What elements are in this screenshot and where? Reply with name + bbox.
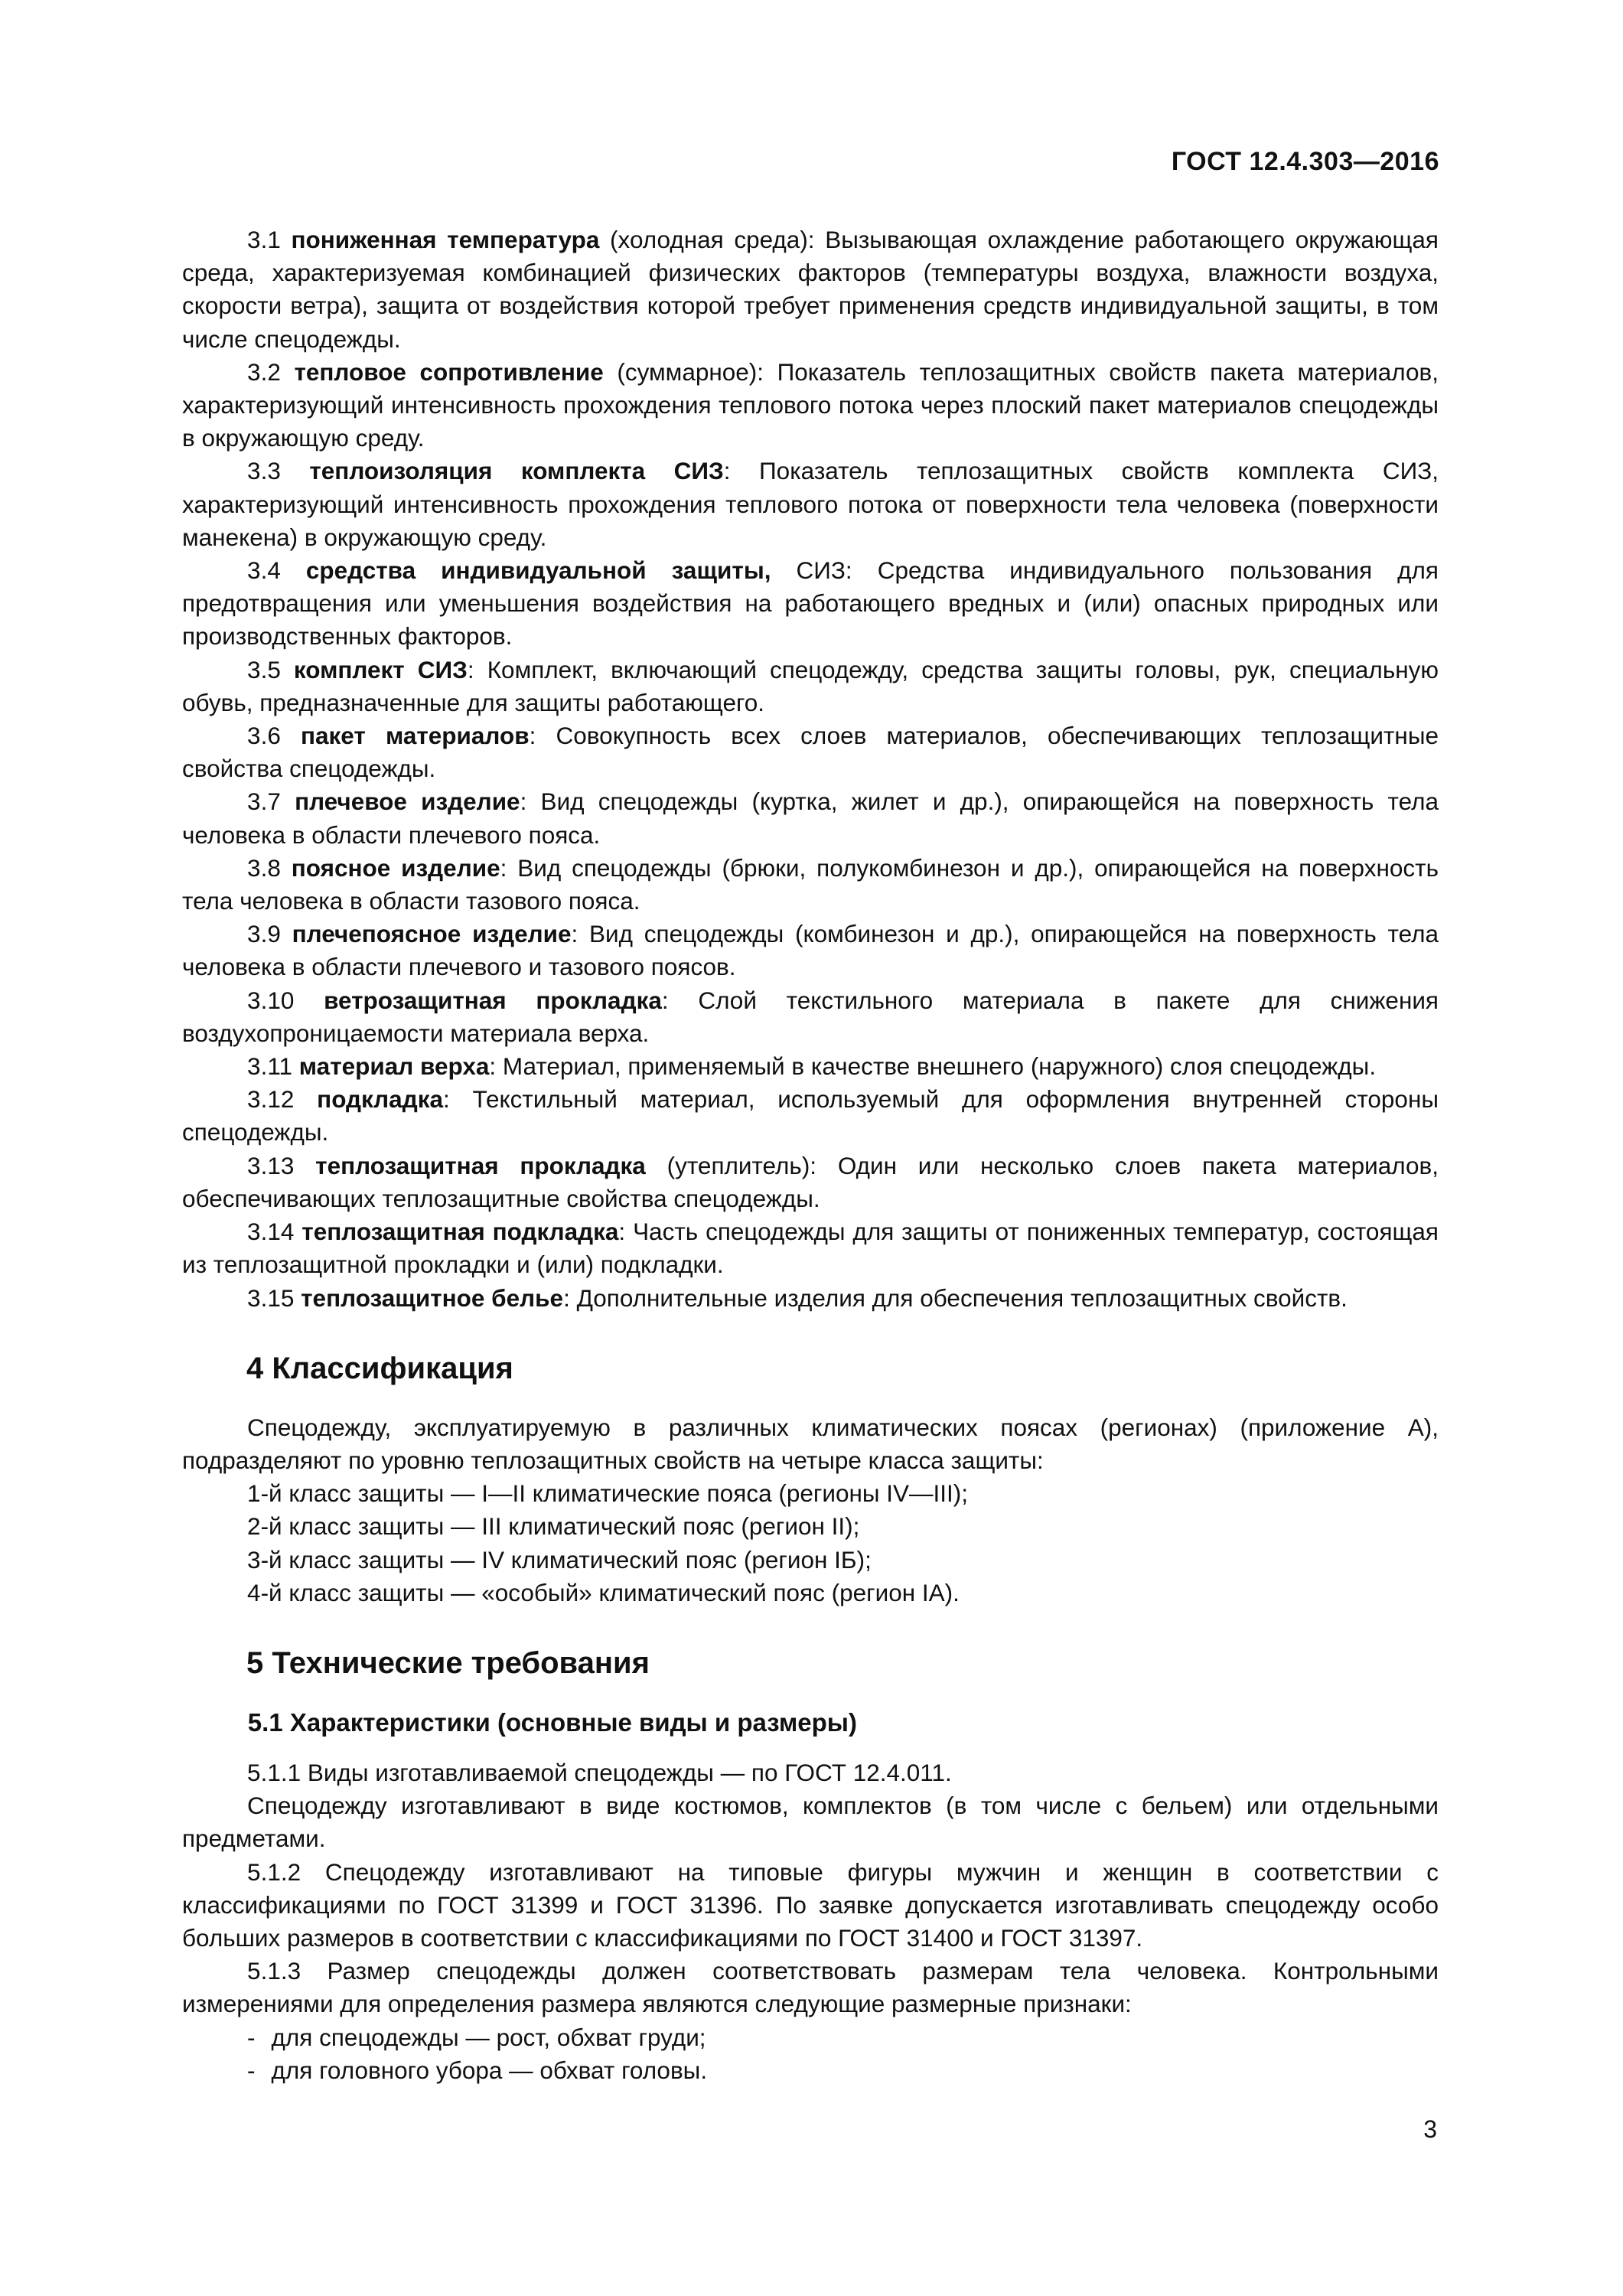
term-3-6 — [182, 719, 1439, 785]
term-3-8 — [182, 852, 1439, 918]
term-name: теплозащитная прокладка — [315, 1151, 646, 1179]
term-3-10 — [182, 984, 1439, 1050]
term-name: ветрозащитная прокладка — [324, 986, 662, 1014]
term-name: поясное изделие — [291, 853, 500, 882]
term-3-4 — [182, 554, 1439, 654]
document-code-header: ГОСТ 12.4.303—2016 — [1171, 147, 1439, 176]
term-number: 3.2 — [247, 357, 281, 386]
term-name: средства индивидуальной защиты, — [305, 556, 771, 585]
term-name: материал верха — [298, 1052, 490, 1081]
term-name: комплект СИЗ — [293, 655, 468, 683]
term-name: плечевое изделие — [295, 788, 520, 816]
section-5-1-heading: 5.1 Характеристики (основные виды и размеры) — [247, 1707, 857, 1737]
term-name: плечепоясное изделие — [292, 920, 572, 948]
protection-class-4: 4-й класс защиты — «особый» климатический пояс (регион IA). — [247, 1578, 960, 1606]
term-number: 3.6 — [247, 722, 281, 750]
term-name: подкладка — [317, 1085, 443, 1114]
term-3-2 — [182, 356, 1439, 455]
term-3-12 — [182, 1083, 1439, 1149]
term-definition: : Материал, применяемый в качестве внешнего (наружного) слоя спецодежды. — [489, 1052, 1377, 1081]
term-number: 3.10 — [247, 986, 295, 1014]
term-3-14 — [182, 1215, 1439, 1281]
section-4-heading: 4 Классификация — [246, 1351, 513, 1385]
term-3-15 — [182, 1282, 1439, 1315]
term-3-13 — [182, 1150, 1439, 1215]
term-definition: (утеплитель): Один или несколько слоев пакета материалов, обеспечивающих теплозащитные свойства спецодежды. — [182, 1151, 1439, 1212]
term-definition: СИЗ: Средства индивидуального пользования для предотвращения или уменьшения воздействия на работающего вредных и (или) опасных природных или производственных факторов. — [182, 556, 1439, 651]
term-name: теплозащитное белье — [301, 1283, 564, 1312]
term-definition: (суммарное): Показатель теплозащитных свойств пакета материалов, характеризующий интенсивность прохождения теплового потока через плоский пакет материалов спецодежды в окружающую среду. — [182, 357, 1439, 452]
terms-definitions — [182, 223, 1439, 1315]
term-definition: : Вид спецодежды (куртка, жилет и др.), опирающейся на поверхность тела человека в области плечевого пояса. — [182, 788, 1439, 849]
term-number: 3.3 — [247, 457, 281, 485]
term-number: 3.4 — [247, 556, 281, 585]
section-5-heading: 5 Технические требования — [246, 1645, 650, 1680]
term-number: 3.9 — [247, 920, 281, 948]
term-number: 3.5 — [247, 655, 281, 683]
term-3-11 — [182, 1050, 1439, 1083]
term-name: пакет материалов — [300, 722, 530, 750]
protection-class-2: 2-й класс защиты — III климатический пояс (регион II); — [247, 1512, 860, 1541]
protection-class-1: 1-й класс защиты — I—II климатические пояса (регионы IV—III); — [247, 1479, 969, 1508]
term-definition: : Часть спецодежды для защиты от пониженных температур, состоящая из теплозащитной прокладки и (или) подкладки. — [182, 1218, 1439, 1279]
term-number: 3.12 — [247, 1085, 295, 1114]
term-number: 3.14 — [247, 1218, 295, 1246]
term-number: 3.11 — [247, 1052, 293, 1081]
term-definition: (холодная среда): Вызывающая охлаждение работающего окружающая среда, характеризуемая комбинацией физических факторов (температуры воздуха, влажности воздуха, скорости ветра), защита от воздействия которой требует применения средств индивидуальной защиты, в том числе спецодежды. — [182, 226, 1439, 353]
term-3-7 — [182, 785, 1439, 851]
size-criteria-headwear — [182, 2054, 1439, 2087]
dash-bullet-icon: - — [247, 2056, 256, 2084]
term-name: пониженная температура — [291, 226, 600, 253]
term-name: теплозащитная подкладка — [301, 1218, 619, 1246]
term-definition: : Дополнительные изделия для обеспечения теплозащитных свойств. — [563, 1283, 1348, 1312]
paragraph-5-1-2: 5.1.2 Спецодежду изготавливают на типовые фигуры мужчин и женщин в соответствии с классификациями по ГОСТ 31399 и ГОСТ 31396. По заявке допускается изготавливать спецодежду особо больших размеров в соответствии с классификациями по ГОСТ 31400 и ГОСТ 31397. — [182, 1857, 1439, 1952]
section-4-body — [182, 1411, 1439, 1609]
paragraph-5-1-3: 5.1.3 Размер спецодежды должен соответствовать размерам тела человека. Контрольными измерениями для определения размера являются следующие размерные признаки: — [182, 1957, 1439, 2018]
term-3-3 — [182, 455, 1439, 554]
term-definition: : Показатель теплозащитных свойств комплекта СИЗ, характеризующий интенсивность прохождения теплового потока от поверхности тела человека (поверхности манекена) в окружающую среду. — [182, 457, 1439, 551]
section-5-body — [182, 1756, 1439, 2087]
term-name: теплоизоляция комплекта СИЗ — [309, 457, 724, 485]
term-3-5 — [182, 654, 1439, 719]
term-definition: : Вид спецодежды (брюки, полукомбинезон и др.), опирающейся на поверхность тела человека в области тазового пояса. — [182, 853, 1439, 915]
term-definition: : Вид спецодежды (комбинезон и др.), опирающейся на поверхность тела человека в области плечевого и тазового поясов. — [182, 920, 1439, 981]
term-number: 3.8 — [247, 853, 281, 882]
page-content — [182, 223, 1439, 2087]
protection-class-3: 3-й класс защиты — IV климатический пояс (регион IБ); — [247, 1545, 872, 1574]
term-number: 3.15 — [247, 1283, 295, 1312]
term-definition: : Слой текстильного материала в пакете для снижения воздухопроницаемости материала верха. — [182, 986, 1439, 1047]
page-number: 3 — [1423, 2115, 1437, 2143]
term-3-1 — [182, 223, 1439, 356]
size-criteria-text: для головного убора — обхват головы. — [271, 2056, 708, 2084]
paragraph-5-1-1: 5.1.1 Виды изготавливаемой спецодежды — по ГОСТ 12.4.011. — [247, 1758, 952, 1786]
classification-intro: Спецодежду, эксплуатируемую в различных климатических поясах (регионах) (приложение А), подразделяют по уровню теплозащитных свойств на четыре класса защиты: — [182, 1413, 1439, 1474]
term-definition: : Текстильный материал, используемый для оформления внутренней стороны спецодежды. — [182, 1085, 1439, 1146]
term-definition: : Совокупность всех слоев материалов, обеспечивающих теплозащитные свойства спецодежды. — [182, 722, 1439, 783]
term-definition: : Комплект, включающий спецодежду, средства защиты головы, рук, специальную обувь, предназначенные для защиты работающего. — [182, 655, 1439, 716]
size-criteria-clothing — [182, 2021, 1439, 2054]
term-number: 3.7 — [247, 788, 281, 816]
term-name: тепловое сопротивление — [294, 357, 604, 386]
dash-bullet-icon: - — [247, 2023, 256, 2051]
size-criteria-text: для спецодежды — рост, обхват груди; — [271, 2023, 706, 2051]
paragraph-clothing-forms: Спецодежду изготавливают в виде костюмов, комплектов (в том числе с бельем) или отдельными предметами. — [182, 1792, 1439, 1853]
term-3-9 — [182, 918, 1439, 983]
term-number: 3.1 — [247, 226, 281, 253]
term-number: 3.13 — [247, 1151, 295, 1179]
